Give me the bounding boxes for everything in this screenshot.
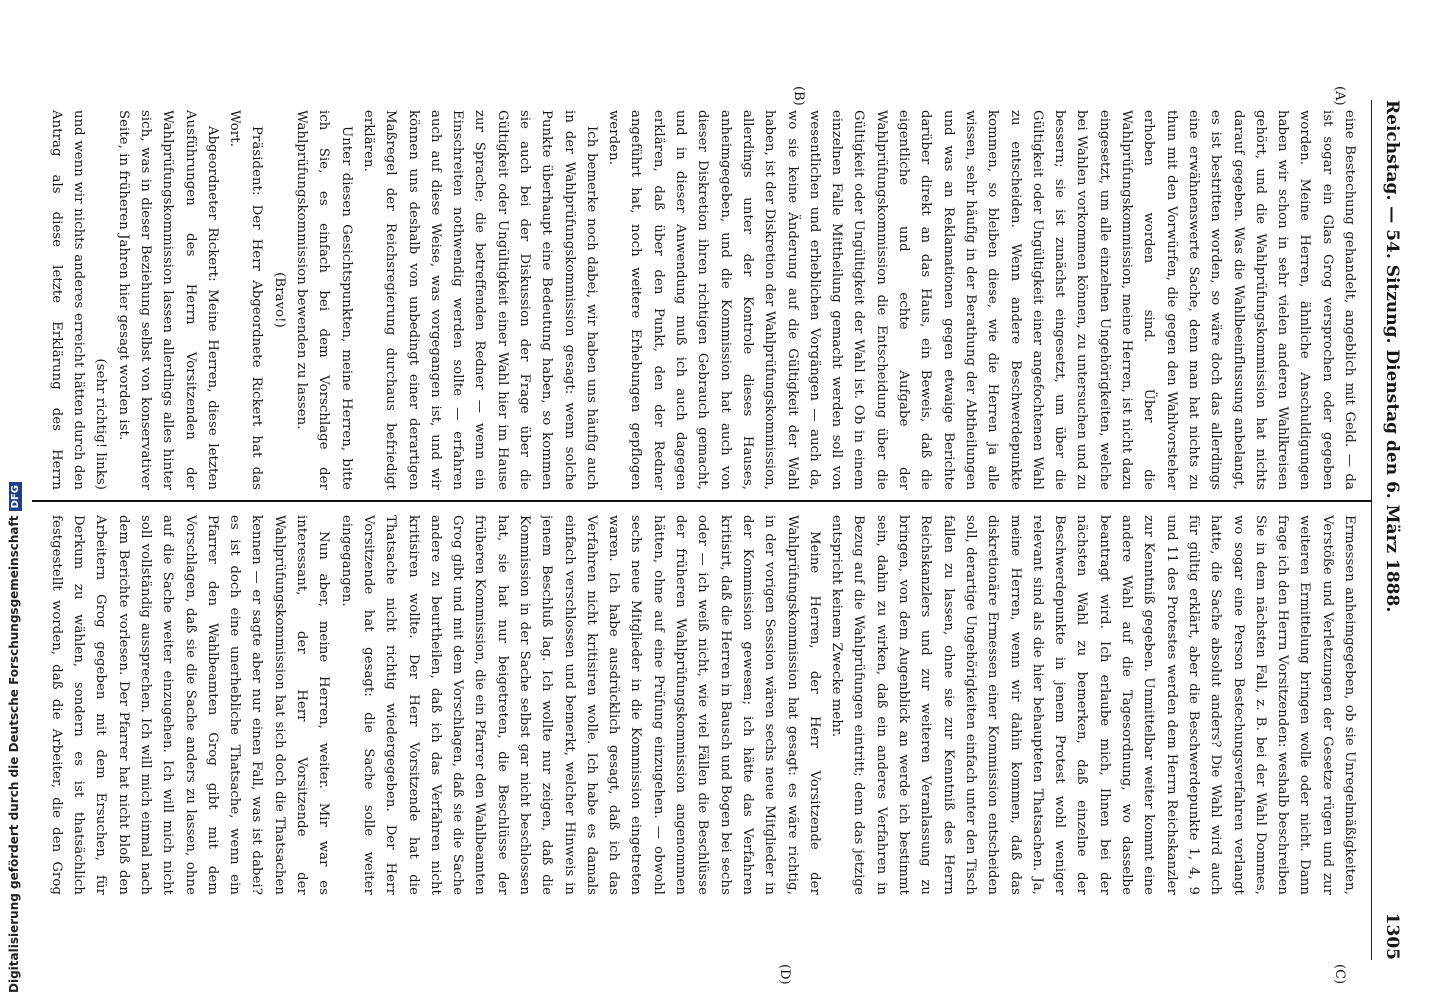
credit-text: Digitalisierung gefördert durch die Deutsche Forschungsgemeinschaft	[7, 515, 21, 993]
margin-mark-a: (A)	[1332, 86, 1347, 106]
dfg-logo-icon: DFG	[9, 482, 22, 511]
speaker-paragraph: Präsident: Der Herr Abgeordnete Rickert hat das Wort.	[227, 110, 265, 490]
margin-mark-c: (C)	[1332, 964, 1347, 985]
speaker-paragraph: Abgeordneter Rickert: Meine Herren, diese letzten Ausführungen des Herrn Vorsitzenden der Wahlprüfungskommission lassen allerdings alles hinter sich, was in dieser Beziehung selbst von konservativer Seite, in früheren Jahren hier gesagt worden ist.	[115, 110, 220, 490]
paragraph: Meine Herren, der Herr Vorsitzende der Wahlprüfungskommission hat gesagt: es wäre richtig, in der vorigen Session wären sechs neue Mitglieder in der Kommission gewesen; ich hätte das Verfahren kritisirt, daß die Herren in Bausch und Bogen bei sechs oder — ich weiß nicht, wie viel Fällen die Beschlüsse der früheren Wahlprüfungskommission angenommen hätten, ohne auf eine Prüfung einzugehen. — obwohl sechs neue Mitglieder in die Kommission eingetreten waren. Ich habe ausdrücklich gesagt, daß ich das Verfahren nicht kritisiren wolle. Ich habe es damals einfach verschlossen und bemerkt, welcher Hinweis in jenem Beschluß lag. Ich wollte nur zeigen, daß die Kommission in der Sache selbst gar nicht beschlossen hat, sie hat nur beigetreten, die Beschlüsse der früheren Kommission, die ein Pfarrer den Wahlbeamten Grog gibt und mit dem Vorschlagen, daß sie die Sache andere zu beurtheilen, daß ich das Verfahren nicht kritisiren wollte. Der Herr Vorsitzende hat die Thatsache nicht richtig wiedergegeben. Der Herr Vorsitzende hat gesagt: die Sache solle weiter eingegangen.	[338, 515, 822, 895]
margin-mark-b: (B)	[791, 86, 806, 106]
paragraph: Ich bemerke noch dabei, wir haben uns häufig auch in der Wahlprüfungskommission gesagt: wenn solche Punkte überhaupt eine Bedeutung haben, so kommen sie auch bei der Diskussion der Frage über die Gültigkeit oder Ungültigkeit einer Wahl hier im Hause zur Sprache; die betreffenden Redner — wenn ein Einschreiten nothwendig werden sollte — erfahren auch auf diese Weise, was vorgegangen ist, und wir können uns deshalb von unbedingt einer derartigen Maßregel der Reichsregierung durchaus befriedigt erklären.	[360, 110, 599, 490]
interjection: (Bravo!)	[271, 272, 287, 328]
paragraph: Ermessen anheimgegeben, ob sie Unregelmäßigkeiten, Verstöße und Verletzungen der Gesetze rügen und zur weiteren Ermittelung bringen wolle oder nicht. Dann frage ich den Herrn Vorsitzenden: weshalb beschreiben Sie in dem nächsten Fall, z. B. bei der Wahl Dommes, wo sogar eine Person Bestechungsverfahren verlangt hatte, die Sache absolut anders? Die Wahl wird auch für gültig erklärt, aber die Beschwerdepunkte 1, 4, 9 und 11 des Protestes werden dem Herrn Reichskanzler zur Kenntniß gegeben. Unmittelbar weiter kommt eine andere Wahl auf die Tagesordnung, wo dasselbe beantragt wird. Ich erlaube mich, Ihnen bei der nächsten Wahl zu bemerken, daß einzelne der Beschwerdepunkte in jenem Protest wohl weniger relevant sind als die hier behaupteten Thatsachen. Ja, meine Herren, wenn wir dahin kommen, daß das diskretionäre Ermessen einer Kommission entscheiden soll, derartige Ungehörigkeiten einfach unter den Tisch fallen zu lassen, ohne sie zur Kenntniß des Herrn Reichskanzlers und zur weiteren Veranlassung zu bringen, von dem Augenblick an werde ich bestimmt sein, dahin zu wirken, daß ein anderes Verfahren in Bezug auf die Wahlprüfungen eintritt; denn das jetzige entspricht keinem Zwecke mehr.	[829, 515, 1357, 895]
column-divider	[32, 500, 1372, 502]
paragraph: Unter diesen Gesichtspunkten, meine Herren, bitte ich Sie, es einfach bei dem Vorschlage der Wahlprüfungskommission bewenden zu lassen.	[294, 110, 354, 490]
interjection: (sehr richtig! links)	[93, 358, 109, 490]
paragraph: eine Bestechung gehandelt, angeblich mit Geld. — da ist sogar ein Glas Grog versprochen oder gegeben worden. Meine Herren, ähnliche Anschuldigungen haben wir schon in sehr vielen anderen Wahlkreisen gehört, und die Wahlprüfungskommission hat nichts darauf gegeben. Was die Wahlbeeinflussung anbelangt, es ist bestritten worden, so wäre doch das allerdings eine erwähnenswerte Sache, denn man hat nichts zu thun mit den Vorwürfen, die gegen den Wahlvorsteher erhoben worden sind. Über die Wahlprüfungskommission, meine Herren, ist nicht dazu eingesetzt, um alle einzelnen Ungehörigkeiten, welche bei Wahlen vorkommen können, zu untersuchen und zu bessern; sie ist zunächst eingesetzt, um über die Gültigkeit oder Ungültigkeit einer angefochtenen Wahl zu entscheiden. Wenn andere Beschwerdepunkte kommen, so bleiben diese, wie die Herren ja alle wissen, sehr häufig in der Berathung der Abtheilungen und was an Reklamationen gegen etwaige Berichte darüber direkt an das Haus, ein Beweis, daß die eigentliche und echte Aufgabe der Wahlprüfungskommission die Entscheidung über die Gültigkeit oder Ungültigkeit der Wahl ist. Ob in einem einzelnen Falle Mittheilung gemacht werden soll von wesentlichen und erheblichen Vorgängen — auch da, wo sie keine Änderung auf die Gültigkeit der Wahl haben, ist der Diskretion der Wahlprüfungskommission, allerdings unter der Kontrole dieses Hauses, anheimgegeben, und die Kommission hat auch von dieser Diskretion ihren richtigen Gebrauch gemacht, und in dieser Anwendung muß ich auch dagegen erklären, daß über den Punkt, den der Redner angeführt hat, noch weitere Erhebungen gepflogen werden.	[606, 110, 1357, 490]
margin-mark-d: (D)	[777, 964, 792, 985]
page-header	[1372, 100, 1402, 960]
header-rule	[1371, 100, 1372, 960]
running-title: Reichstag. — 54. Sitzung. Dienstag den 6. März 1888.	[1382, 100, 1402, 613]
page-number: 1305	[1382, 912, 1402, 960]
paragraph: und wenn wir nichts anderes erreicht hätten durch den Antrag als diese letzte Erklärung des Herrn	[48, 110, 87, 490]
digitization-credit	[7, 0, 21, 993]
left-column	[40, 110, 1360, 490]
paragraph: Nun aber, meine Herren, weiter. Mir war es interessant, der Herr Vorsitzende der Wahlprüfungskommission hat sich doch die Thatsachen kennen — er sagte aber nur einen Fall, was ist dabei? es ist doch eine unerhebliche Thatsache, wenn ein Pfarrer den Wahlbeamten Grog gibt mit dem Vorschlagen, daß sie die Sache anders zu lassen, ohne auf die Sache weiter einzugehen. Ich will mich nicht soll vollständig aussprechen. Ich will mich einmal nach dem Berichte vorlesen. Der Pfarrer hat nicht bloß den Arbeitern Grog gegeben mit dem Ersuchen, für Derkum zu wählen, sondern es ist thatsächlich festgestellt worden, daß die Arbeiter, die den Grog	[48, 515, 332, 895]
right-column	[40, 515, 1360, 895]
